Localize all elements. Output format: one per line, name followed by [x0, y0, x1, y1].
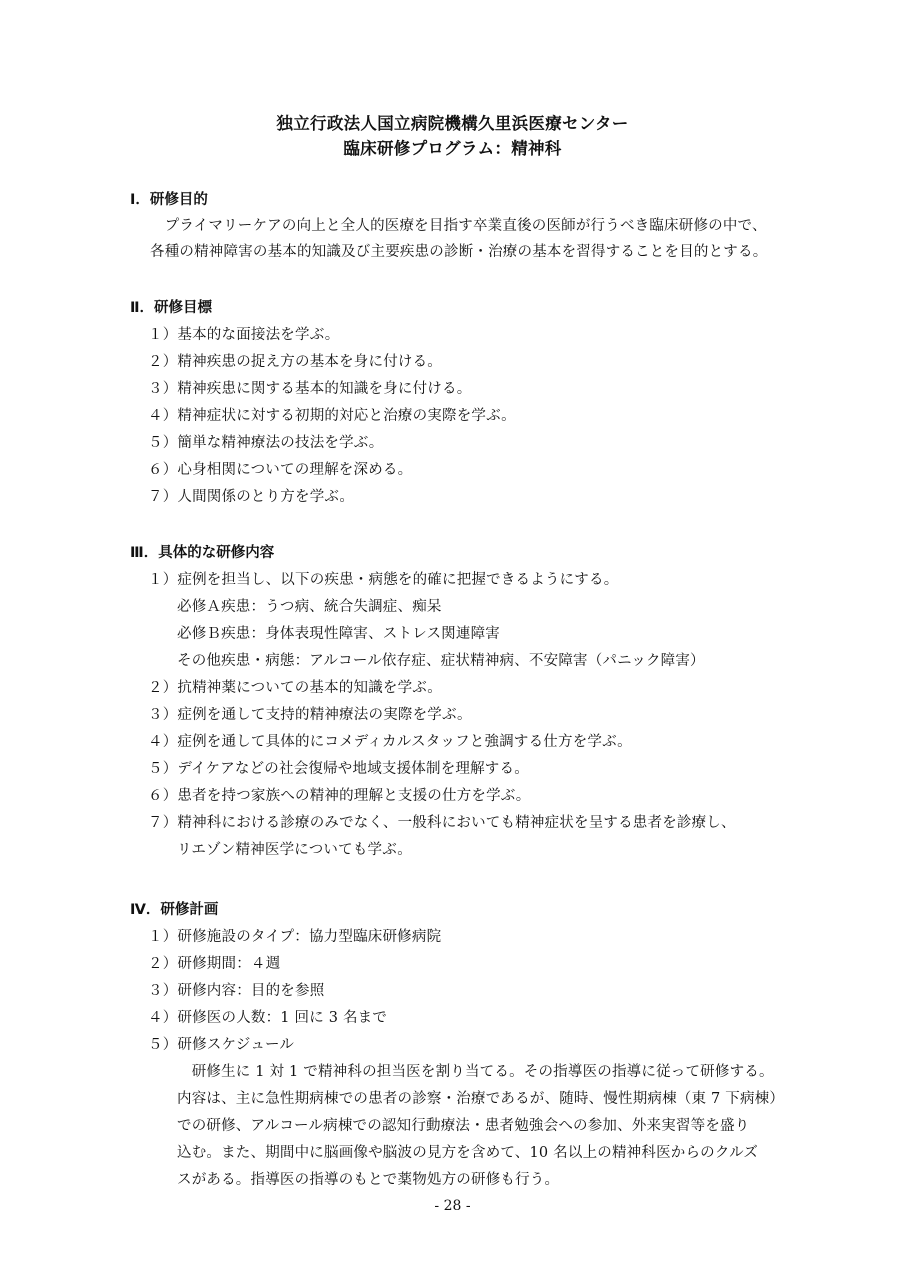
list-sub-item: 必修Ｂ疾患：身体表現性障害、ストレス関連障害: [177, 626, 500, 642]
section-1-paragraph-line: 各種の精神障害の基本的知識及び主要疾患の診断・治療の基本を習得することを目的とする。: [150, 244, 768, 260]
schedule-paragraph-line: での研修、アルコール病棟での認知行動療法・患者勉強会への参加、外来実習等を盛り: [177, 1118, 750, 1134]
list-item: ４）研修医の人数：1 回に 3 名まで: [148, 1010, 388, 1026]
section-1-paragraph-line: プライマリーケアの向上と全人的医療を目指す卒業直後の医師が行うべき臨床研修の中で、: [150, 218, 767, 234]
list-item: ２）精神疾患の捉え方の基本を身に付ける。: [148, 354, 442, 370]
list-item: ４）症例を通して具体的にコメディカルスタッフと強調する仕方を学ぶ。: [148, 734, 632, 750]
list-item: ６）患者を持つ家族への精神的理解と支援の仕方を学ぶ。: [148, 788, 531, 804]
schedule-paragraph-line: 内容は、主に急性期病棟での患者の診察・治療であるが、随時、慢性期病棟（東 7 下病棟）: [177, 1091, 785, 1107]
list-item: ５）デイケアなどの社会復帰や地域支援体制を理解する。: [148, 761, 529, 777]
schedule-paragraph-line: スがある。指導医の指導のもとで薬物処方の研修も行う。: [177, 1172, 560, 1188]
list-sub-item: その他疾患・病態：アルコール依存症、症状精神病、不安障害（パニック障害）: [177, 653, 705, 669]
list-item: ７）精神科における診療のみでなく、一般科においても精神症状を呈する患者を診療し、: [148, 815, 736, 831]
list-item: １）研修施設のタイプ：協力型臨床研修病院: [148, 929, 442, 945]
section-2-heading: Ⅱ．研修目標: [130, 300, 213, 316]
list-item: ２）研修期間：４週: [148, 956, 281, 972]
list-item: ７）人間関係のとり方を学ぶ。: [148, 489, 355, 505]
list-item: ６）心身相関についての理解を深める。: [148, 462, 413, 478]
list-item: ５）研修スケジュール: [148, 1037, 295, 1053]
list-item-continuation: リエゾン精神医学についても学ぶ。: [177, 842, 412, 858]
document-title-line2: 臨床研修プログラム：精神科: [343, 139, 562, 158]
schedule-paragraph-line: 研修生に 1 対 1 で精神科の担当医を割り当てる。その指導医の指導に従って研修する。: [177, 1064, 774, 1080]
section-3-heading: Ⅲ．具体的な研修内容: [130, 545, 275, 561]
list-item: １）症例を担当し、以下の疾患・病態を的確に把握できるようにする。: [148, 572, 619, 588]
list-item: ３）精神疾患に関する基本的知識を身に付ける。: [148, 381, 472, 397]
page-number: - 28 -: [434, 1198, 471, 1214]
document-title-line1: 独立行政法人国立病院機構久里浜医療センター: [276, 114, 629, 133]
list-item: ３）症例を通して支持的精神療法の実際を学ぶ。: [148, 707, 472, 723]
list-item: ４）精神症状に対する初期的対応と治療の実際を学ぶ。: [148, 408, 516, 424]
list-sub-item: 必修Ａ疾患：うつ病、統合失調症、痴呆: [177, 599, 442, 615]
list-item: ５）簡単な精神療法の技法を学ぶ。: [148, 435, 384, 451]
schedule-paragraph-line: 込む。また、期間中に脳画像や脳波の見方を含めて、10 名以上の精神科医からのクルズ: [177, 1145, 759, 1161]
section-4-heading: Ⅳ．研修計画: [130, 902, 219, 918]
list-item: ３）研修内容：目的を参照: [148, 983, 325, 999]
list-item: ２）抗精神薬についての基本的知識を学ぶ。: [148, 680, 442, 696]
list-item: １）基本的な面接法を学ぶ。: [148, 327, 340, 343]
section-1-heading: Ⅰ．研修目的: [130, 192, 208, 208]
